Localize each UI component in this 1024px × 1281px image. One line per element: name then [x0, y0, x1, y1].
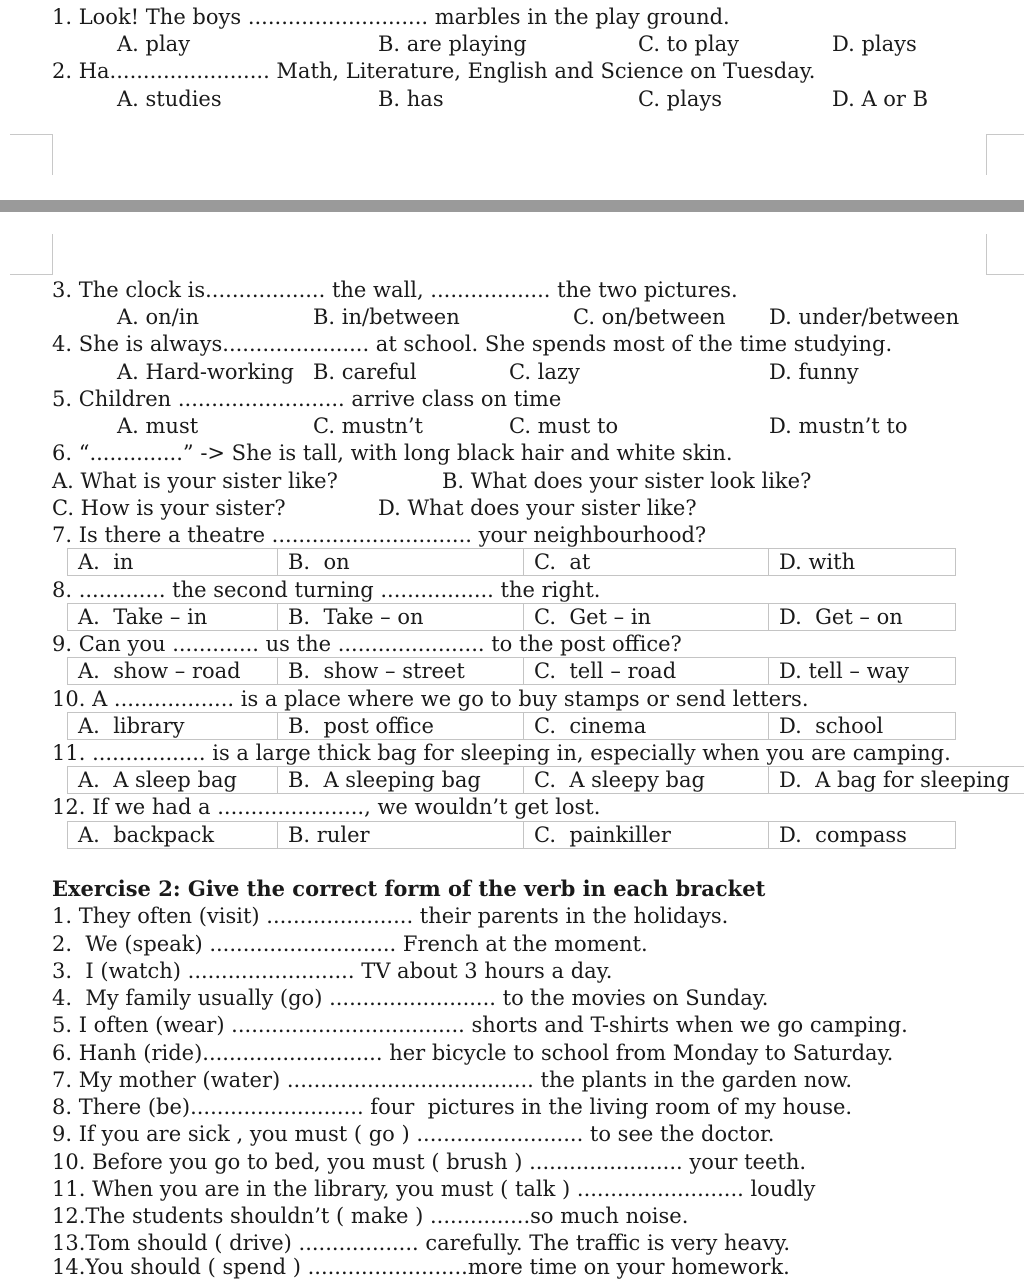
option-b: B. Take – on	[278, 604, 524, 630]
option-b: B. post office	[278, 713, 524, 739]
option-c: C. How is your sister?	[52, 496, 286, 520]
option-a: A. Take – in	[68, 604, 278, 630]
question-text: 8. ............. the second turning ................. the right.	[52, 578, 601, 602]
option-b: B. in/between	[313, 305, 460, 329]
option-d: D. A or B	[832, 87, 929, 111]
option-c: C. must to	[509, 414, 619, 438]
options-table	[67, 766, 1024, 794]
question-text: 11. ................. is a large thick bag for sleeping in, especially when you are camping.	[52, 741, 951, 765]
exercise-item: 3. I (watch) ......................... TV about 3 hours a day.	[52, 959, 613, 983]
question-text: 10. A .................. is a place where we go to buy stamps or send letters.	[52, 687, 809, 711]
option-d: D. plays	[832, 32, 917, 56]
exercise-item: 11. When you are in the library, you must ( talk ) ......................... loudly	[52, 1177, 816, 1201]
option-d: D. tell – way	[779, 659, 909, 683]
exercise-item: 8. There (be).......................... four pictures in the living room of my house.	[52, 1095, 853, 1119]
option-a: A. play	[117, 32, 191, 56]
exercise-item: 7. My mother (water) ..................................... the plants in the garden now.	[52, 1068, 853, 1092]
exercise-item: 10. Before you go to bed, you must ( brush ) ....................... your teeth.	[52, 1150, 807, 1174]
option-d: D. funny	[769, 360, 859, 384]
question-text: 4. She is always...................... at school. She spends most of the time studying.	[52, 332, 893, 356]
exercise-item: 12.The students shouldn’t ( make ) ...............so much noise.	[52, 1204, 689, 1228]
option-c: C. tell – road	[524, 658, 769, 684]
exercise-title: Exercise 2: Give the correct form of the verb in each bracket	[52, 876, 766, 901]
question-text: 2. Ha........................ Math, Literature, English and Science on Tuesday.	[52, 59, 816, 83]
crop-mark-top-right	[986, 134, 1024, 175]
crop-mark-top-left	[10, 134, 53, 175]
options-table	[67, 821, 956, 849]
option-a: A. show – road	[68, 658, 278, 684]
option-a: A. studies	[117, 87, 222, 111]
option-a: A. library	[68, 713, 278, 739]
crop-mark-bottom-left	[10, 234, 53, 275]
option-c: C. plays	[638, 87, 722, 111]
option-d: D. compass	[779, 823, 907, 847]
option-d: D. What does your sister like?	[378, 496, 697, 520]
option-b: C. mustn’t	[313, 414, 423, 438]
option-b: B. are playing	[378, 32, 527, 56]
option-b: B. show – street	[278, 658, 524, 684]
options-table	[67, 603, 956, 631]
option-b: B. What does your sister look like?	[442, 469, 812, 493]
option-a: A. What is your sister like?	[52, 469, 338, 493]
option-d: D. Get – on	[779, 605, 903, 629]
exercise-item: 2. We (speak) ............................ French at the moment.	[52, 932, 648, 956]
exercise-item: 9. If you are sick , you must ( go ) ......................... to see the doctor.	[52, 1122, 775, 1146]
exercise-item: 5. I often (wear) ................................... shorts and T-shirts when we go camping.	[52, 1013, 908, 1037]
page-separator	[0, 200, 1024, 212]
option-b: B. ruler	[278, 822, 524, 848]
question-text: 3. The clock is.................. the wall, .................. the two pictures.	[52, 278, 738, 302]
option-a: A. in	[68, 549, 278, 575]
question-text: 12. If we had a ......................, we wouldn’t get lost.	[52, 795, 601, 819]
option-a: A. Hard-working	[117, 360, 294, 384]
option-c: C. painkiller	[524, 822, 769, 848]
exercise-item: 13.Tom should ( drive) .................. carefully. The traffic is very heavy.	[52, 1231, 791, 1255]
option-c: C. at	[524, 549, 769, 575]
option-b: B. has	[378, 87, 444, 111]
option-b: B. on	[278, 549, 524, 575]
option-b: B. A sleeping bag	[278, 767, 524, 793]
option-a: A. A sleep bag	[68, 767, 278, 793]
exercise-item: 4. My family usually (go) ......................... to the movies on Sunday.	[52, 986, 769, 1010]
exercise-item: 1. They often (visit) ...................... their parents in the holidays.	[52, 904, 729, 928]
question-text: 7. Is there a theatre .............................. your neighbourhood?	[52, 523, 707, 547]
options-table	[67, 548, 956, 576]
exercise-item: 6. Hanh (ride)........................... her bicycle to school from Monday to Saturday.	[52, 1041, 894, 1065]
option-c: C. lazy	[509, 360, 580, 384]
option-a: A. backpack	[68, 822, 278, 848]
option-d: D. under/between	[769, 305, 960, 329]
option-c: C. to play	[638, 32, 739, 56]
option-d: D. school	[779, 714, 884, 738]
options-table	[67, 657, 956, 685]
option-c: C. on/between	[573, 305, 726, 329]
question-text: 5. Children ......................... arrive class on time	[52, 387, 562, 411]
question-text: 6. “..............” -> She is tall, with long black hair and white skin.	[52, 441, 733, 465]
option-d: D. with	[779, 550, 856, 574]
option-a: A. must	[117, 414, 199, 438]
option-b: B. careful	[313, 360, 417, 384]
option-d: D. A bag for sleeping	[779, 768, 1010, 792]
option-c: C. cinema	[524, 713, 769, 739]
options-table	[67, 712, 956, 740]
question-text: 1. Look! The boys ........................... marbles in the play ground.	[52, 5, 730, 29]
crop-mark-bottom-right	[986, 234, 1024, 275]
option-d: D. mustn’t to	[769, 414, 908, 438]
question-text: 9. Can you ............. us the ...................... to the post office?	[52, 632, 682, 656]
exercise-item: 14.You should ( spend ) ........................more time on your homework.	[52, 1255, 790, 1279]
option-c: C. Get – in	[524, 604, 769, 630]
option-c: C. A sleepy bag	[524, 767, 769, 793]
option-a: A. on/in	[117, 305, 200, 329]
